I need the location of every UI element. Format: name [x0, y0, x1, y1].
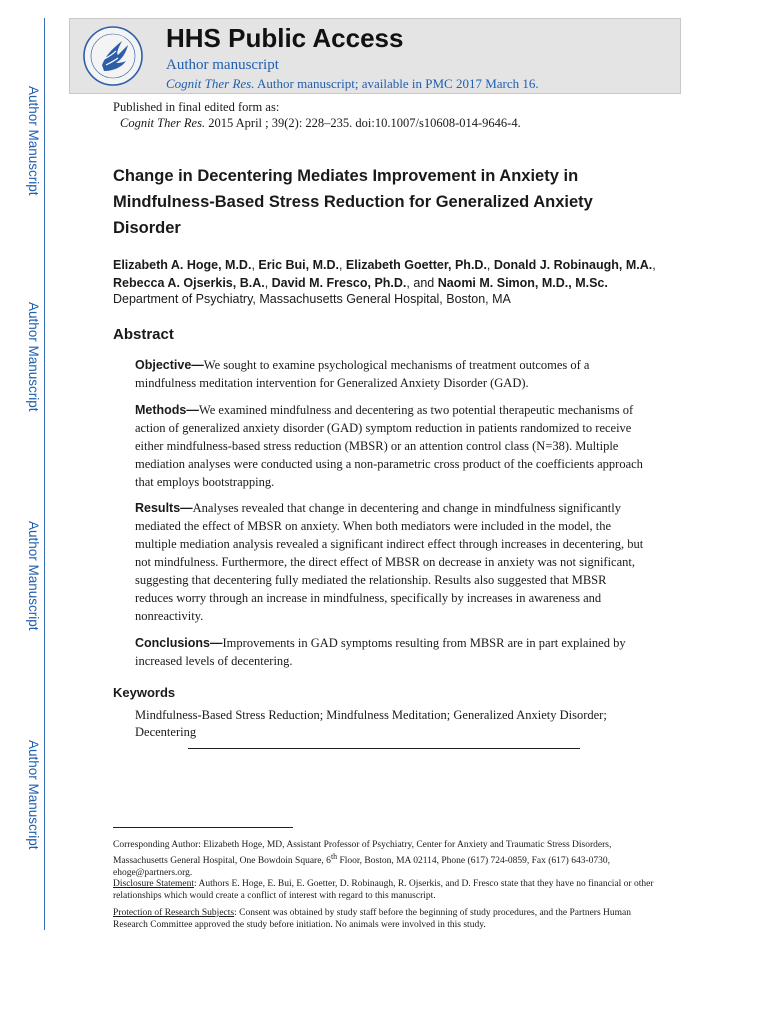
abstract-results [135, 499, 645, 625]
protection-label: Protection of Research Subjects [113, 908, 235, 918]
hhs-public-access-title: HHS Public Access [166, 23, 404, 53]
author-name: Elizabeth Goetter, Ph.D. [345, 258, 487, 272]
footnote-disclosure [113, 878, 658, 902]
author-list [113, 256, 673, 292]
footnote-divider [113, 827, 293, 828]
side-label-author-manuscript: Author Manuscript [26, 86, 41, 196]
published-label: Published in final edited form as: [113, 100, 280, 114]
author-name: David M. Fresco, Ph.D. [271, 276, 407, 290]
author-separator: , and [406, 276, 438, 290]
citation [120, 116, 521, 131]
ordinal-suffix: th [330, 852, 338, 861]
hhs-eagle-logo-icon [82, 25, 144, 87]
hhs-header-banner [69, 18, 681, 94]
keywords-heading: Keywords [113, 685, 176, 700]
section-divider [188, 748, 580, 749]
protection-text: : Consent was obtained by study staff before the beginning of study procedures, and the Partners Human Research Committee approved the study before initiation. No animals were involved in this study. [113, 908, 631, 930]
conclusions-text: Improvements in GAD symptoms resulting from MBSR are in part explained by increased levels of decentering. [135, 636, 626, 668]
results-label: Results— [135, 501, 193, 515]
abstract-heading: Abstract [113, 326, 174, 343]
availability-text: Author manuscript; available in PMC 2017 March 16. [254, 76, 539, 91]
methods-text: We examined mindfulness and decentering as two potential therapeutic mechanisms of action of generalized anxiety disorder (GAD) symptom reduction in patients randomized to receive either mindfulness-based stress reduction (MBSR) or an attention control class (N=38). Multiple mediation analyses were conducted using a non-parametric cross product of the coefficients approach that employs bootstrapping. [135, 403, 643, 489]
abstract-conclusions [135, 634, 645, 670]
citation-journal: Cognit Ther Res. [120, 116, 206, 130]
availability-line [166, 76, 539, 92]
citation-details: 2015 April ; 39(2): 228–235. doi:10.1007/s10608-014-9646-4. [205, 116, 521, 130]
footnote-corresponding-author [113, 839, 658, 879]
disclosure-label: Disclosure Statement [113, 879, 194, 889]
article-title: Change in Decentering Mediates Improvement in Anxiety in Mindfulness-Based Stress Reduction for Generalized Anxiety Disorder [113, 167, 593, 237]
abstract-objective [135, 356, 645, 392]
author-name: Elizabeth A. Hoge, M.D. [113, 258, 252, 272]
journal-name: Cognit Ther Res. [166, 76, 255, 91]
abstract-methods [135, 401, 645, 491]
methods-label: Methods— [135, 403, 199, 417]
keywords-text: Mindfulness-Based Stress Reduction; Mindfulness Meditation; Generalized Anxiety Disorder; Decentering [135, 708, 607, 739]
objective-text: We sought to examine psychological mechanisms of treatment outcomes of a mindfulness meditation intervention for Generalized Anxiety Disorder (GAD). [135, 358, 590, 390]
author-separator: , [264, 276, 272, 290]
results-text: Analyses revealed that change in decentering and change in mindfulness significantly mediated the effect of MBSR on anxiety. When both mediators were included in the model, the multiple mediation analysis revealed a significant indirect effect through increases in decentering, but not mindfulness. Furthermore, the direct effect of MBSR on decrease in anxiety was not significant, suggesting that decentering fully mediated the relationship. Results also suggested that MBSR reduces worry through an increase in mindfulness, specifically by increases in awareness and nonreactivity. [135, 501, 644, 623]
side-label-author-manuscript: Author Manuscript [26, 521, 41, 631]
footnote-protection [113, 907, 658, 931]
corresponding-text-cont: Floor, Boston, MA 02114, Phone (617) 724-0859, Fax (617) 643-0730, ehoge@partners.org. [113, 856, 611, 879]
disclosure-text: : Authors E. Hoge, E. Bui, E. Goetter, D. Robinaugh, R. Ojserkis, and D. Fresco state that they have no financial or other relationships which would create a conflict of interest with regard to this manuscript. [113, 879, 654, 901]
author-name: Eric Bui, M.D. [258, 258, 339, 272]
author-separator: , [251, 258, 259, 272]
author-name: Naomi M. Simon, M.D., M.Sc. [437, 276, 608, 290]
side-label-author-manuscript: Author Manuscript [26, 302, 41, 412]
affiliation: Department of Psychiatry, Massachusetts General Hospital, Boston, MA [113, 292, 511, 306]
conclusions-label: Conclusions— [135, 636, 223, 650]
author-separator: , [652, 258, 656, 272]
author-name: Donald J. Robinaugh, M.A. [493, 258, 653, 272]
author-separator: , [486, 258, 494, 272]
author-manuscript-subtitle: Author manuscript [166, 57, 279, 73]
corresponding-text: Corresponding Author: Elizabeth Hoge, MD, Assistant Professor of Psychiatry, Center for Anxiety and Traumatic Stress Disorders, Massachusetts General Hospital, One Bowdoin Square, 6 [113, 840, 612, 867]
objective-label: Objective— [135, 358, 204, 372]
side-label-author-manuscript: Author Manuscript [26, 740, 41, 850]
author-separator: , [338, 258, 346, 272]
author-name: Rebecca A. Ojserkis, B.A. [113, 276, 265, 290]
